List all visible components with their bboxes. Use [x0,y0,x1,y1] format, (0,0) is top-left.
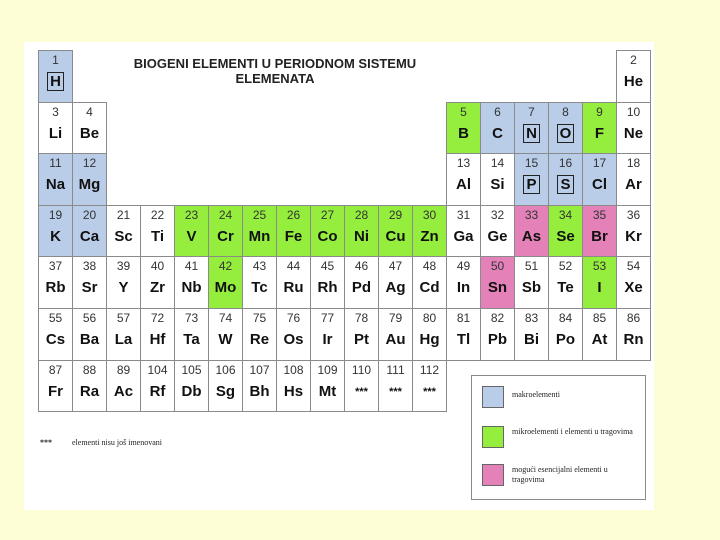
element-cell-9 [582,102,617,155]
atomic-number: 5 [460,104,467,119]
atomic-number: 110 [351,362,372,377]
element-cell-108 [276,360,311,413]
atomic-number: 33 [524,207,539,222]
atomic-number: 29 [388,207,403,222]
element-symbol: Rb [45,279,66,297]
atomic-number: 88 [82,362,97,377]
element-cell-104 [140,360,175,413]
atomic-number: 12 [82,156,97,171]
element-cell-11 [38,153,73,206]
element-symbol: H [39,73,72,91]
element-symbol: Mt [318,382,337,400]
element-cell-39 [106,256,141,309]
element-cell-5 [446,102,481,155]
atomic-number: 3 [52,104,59,119]
atomic-number: 73 [184,311,199,325]
element-cell-2 [616,50,651,103]
atomic-number: 23 [184,207,199,222]
atomic-number: 38 [82,259,97,274]
atomic-number: 48 [422,259,437,274]
periodic-table-sheet [24,42,654,510]
atomic-number: 87 [48,362,63,377]
element-cell-76 [276,308,311,361]
legend [471,375,646,500]
element-symbol: Li [48,124,63,142]
element-cell-43 [242,256,277,309]
element-cell-111 [378,360,413,413]
atomic-number: 49 [456,259,471,274]
element-symbol: Co [317,227,338,245]
element-symbol: B [458,124,469,142]
atomic-number: 20 [82,207,97,222]
element-symbol: Ti [150,227,165,245]
atomic-number: 105 [181,362,202,377]
element-symbol: V [186,227,197,245]
title-line-1: BIOGENI ELEMENTI U PERIODNOM SISTEMU [133,56,417,71]
element-symbol: *** [389,385,402,398]
atomic-number: 56 [82,311,97,325]
element-symbol: Rh [317,279,338,297]
element-symbol: Sg [215,382,236,400]
atomic-number: 25 [252,207,267,222]
footnote-text: elementi nisu još imenovani [72,438,162,447]
atomic-number: 44 [286,259,301,274]
element-cell-33 [514,205,549,258]
atomic-number: 10 [626,104,641,119]
element-cell-28 [344,205,379,258]
element-cell-84 [548,308,583,361]
atomic-number: 72 [150,311,165,325]
element-symbol: Fe [284,227,303,245]
element-cell-14 [480,153,515,206]
element-symbol: Pt [354,331,369,348]
element-cell-109 [310,360,345,413]
element-symbol: Ra [79,382,100,400]
element-symbol: Ba [79,331,100,348]
element-symbol: Cs [45,331,66,348]
atomic-number: 41 [184,259,199,274]
element-symbol: Sn [487,279,508,297]
element-symbol: Cl [592,176,607,194]
element-symbol: Mg [78,176,101,194]
atomic-number: 76 [286,311,301,325]
element-symbol: Te [557,279,574,297]
element-symbol: Pb [487,331,508,348]
element-cell-4 [72,102,107,155]
element-symbol: Al [456,176,471,194]
atomic-number: 45 [320,259,335,274]
footnote-stars: *** [40,438,52,447]
element-cell-3 [38,102,73,155]
element-cell-17 [582,153,617,206]
element-cell-24 [208,205,243,258]
atomic-number: 9 [596,104,603,119]
element-cell-31 [446,205,481,258]
element-cell-13 [446,153,481,206]
element-symbol: Se [556,227,575,245]
element-cell-23 [174,205,209,258]
element-symbol: C [492,124,503,142]
element-cell-78 [344,308,379,361]
atomic-number: 1 [52,53,59,67]
element-cell-7 [514,102,549,155]
title-line-2: ELEMENATA [235,71,315,86]
element-cell-89 [106,360,141,413]
element-cell-81 [446,308,481,361]
atomic-number: 89 [116,362,131,377]
atomic-number: 54 [626,259,641,274]
atomic-number: 34 [558,207,573,222]
element-symbol: Sr [81,279,98,297]
element-cell-18 [616,153,651,206]
element-symbol: Be [79,124,100,142]
atomic-number: 31 [456,207,471,222]
legend-label-macro: makroelementi [512,390,560,399]
atomic-number: 8 [562,104,569,119]
atomic-number: 46 [354,259,369,274]
element-cell-87 [38,360,73,413]
element-cell-88 [72,360,107,413]
element-cell-72 [140,308,175,361]
element-symbol: N [515,125,548,143]
element-symbol: Hg [419,331,440,348]
element-cell-16 [548,153,583,206]
element-symbol: Au [385,331,406,348]
element-cell-56 [72,308,107,361]
element-cell-29 [378,205,413,258]
element-symbol: Mo [214,279,237,297]
atomic-number: 47 [388,259,403,274]
element-cell-21 [106,205,141,258]
element-cell-53 [582,256,617,309]
element-symbol: K [50,227,61,245]
element-cell-41 [174,256,209,309]
element-symbol: Bi [524,331,539,348]
element-cell-79 [378,308,413,361]
atomic-number: 21 [116,207,131,222]
atomic-number: 42 [218,259,233,274]
element-cell-22 [140,205,175,258]
element-symbol: Hf [149,331,166,348]
atomic-number: 74 [218,311,233,325]
legend-label-micro: mikroelementi i elementi u tragovima [512,427,633,436]
element-cell-30 [412,205,447,258]
atomic-number: 83 [524,311,539,325]
atomic-number: 22 [150,207,165,222]
element-symbol: *** [355,385,368,398]
element-cell-73 [174,308,209,361]
element-cell-55 [38,308,73,361]
atomic-number: 52 [558,259,573,274]
element-symbol: Si [490,176,505,194]
element-symbol: Ac [113,382,134,400]
element-symbol: Db [181,382,202,400]
atomic-number: 106 [215,362,236,377]
element-cell-37 [38,256,73,309]
atomic-number: 85 [592,311,607,325]
element-cell-38 [72,256,107,309]
atomic-number: 80 [422,311,437,325]
element-cell-25 [242,205,277,258]
atomic-number: 57 [116,311,131,325]
element-cell-50 [480,256,515,309]
element-symbol: Ne [623,124,644,142]
element-symbol: Mn [248,227,271,245]
element-symbol: Rf [149,382,166,400]
element-symbol: Xe [624,279,643,297]
atomic-number: 50 [490,259,505,274]
atomic-number: 108 [283,362,304,377]
element-symbol: Zr [150,279,165,297]
atomic-number: 26 [286,207,301,222]
atomic-number: 13 [456,156,471,171]
atomic-number: 39 [116,259,131,274]
element-symbol: He [623,73,644,90]
element-symbol: Na [45,176,66,194]
atomic-number: 84 [558,311,573,325]
element-symbol: Tc [251,279,268,297]
atomic-number: 77 [320,311,335,325]
element-symbol: Cd [419,279,440,297]
element-cell-82 [480,308,515,361]
element-symbol: Ni [354,227,369,245]
atomic-number: 30 [422,207,437,222]
atomic-number: 18 [626,156,641,171]
element-cell-107 [242,360,277,413]
element-cell-15 [514,153,549,206]
element-cell-51 [514,256,549,309]
element-symbol: Ca [79,227,100,245]
element-symbol: Cu [385,227,406,245]
atomic-number: 24 [218,207,233,222]
atomic-number: 4 [86,104,93,119]
element-cell-48 [412,256,447,309]
element-cell-34 [548,205,583,258]
element-cell-40 [140,256,175,309]
element-symbol: Re [249,331,270,348]
element-cell-20 [72,205,107,258]
legend-swatch-essential [482,464,504,486]
element-cell-12 [72,153,107,206]
atomic-number: 55 [48,311,63,325]
element-cell-32 [480,205,515,258]
atomic-number: 75 [252,311,267,325]
atomic-number: 78 [354,311,369,325]
atomic-number: 53 [592,259,607,274]
atomic-number: 82 [490,311,505,325]
element-cell-54 [616,256,651,309]
atomic-number: 15 [524,156,539,171]
element-symbol: F [594,124,605,142]
element-cell-1 [38,50,73,103]
atomic-number: 27 [320,207,335,222]
atomic-number: 86 [626,311,641,325]
element-cell-45 [310,256,345,309]
element-symbol: O [549,125,582,143]
element-cell-35 [582,205,617,258]
atomic-number: 28 [354,207,369,222]
element-symbol: Tl [456,331,471,348]
element-symbol: Pd [351,279,372,297]
element-cell-110 [344,360,379,413]
element-cell-83 [514,308,549,361]
element-symbol: Cr [217,227,234,245]
atomic-number: 6 [494,104,501,119]
atomic-number: 40 [150,259,165,274]
element-symbol: Bh [249,382,270,400]
atomic-number: 36 [626,207,641,222]
element-cell-75 [242,308,277,361]
legend-swatch-micro [482,426,504,448]
element-cell-74 [208,308,243,361]
element-cell-52 [548,256,583,309]
element-cell-8 [548,102,583,155]
atomic-number: 111 [386,362,405,377]
element-symbol: Rn [623,331,644,348]
element-symbol: Sb [521,279,542,297]
element-symbol: Y [118,279,129,297]
element-symbol: La [114,331,133,348]
element-cell-6 [480,102,515,155]
element-symbol: Fr [48,382,63,400]
atomic-number: 14 [490,156,505,171]
atomic-number: 17 [592,156,607,171]
element-cell-44 [276,256,311,309]
atomic-number: 19 [48,207,63,222]
element-symbol: In [456,279,471,297]
element-symbol: At [591,331,608,348]
atomic-number: 16 [558,156,573,171]
element-symbol: Ge [487,227,508,245]
element-cell-105 [174,360,209,413]
element-cell-112 [412,360,447,413]
atomic-number: 11 [49,156,62,171]
table-title [120,56,430,86]
atomic-number: 51 [524,259,539,274]
element-symbol: W [218,331,233,348]
element-cell-80 [412,308,447,361]
element-symbol: As [521,227,542,245]
element-symbol: Br [591,227,608,245]
element-symbol: Ru [283,279,304,297]
element-symbol: Ga [453,227,474,245]
element-symbol: P [515,176,548,194]
element-cell-85 [582,308,617,361]
element-cell-47 [378,256,413,309]
element-cell-10 [616,102,651,155]
element-symbol: Hs [283,382,304,400]
atomic-number: 37 [48,259,63,274]
element-cell-27 [310,205,345,258]
element-cell-77 [310,308,345,361]
element-symbol: Sc [114,227,133,245]
atomic-number: 107 [249,362,270,377]
legend-swatch-macro [482,386,504,408]
element-symbol: Ar [625,176,642,194]
element-symbol: Zn [420,227,439,245]
element-symbol: Ag [385,279,406,297]
element-cell-19 [38,205,73,258]
element-cell-57 [106,308,141,361]
element-cell-42 [208,256,243,309]
atomic-number: 2 [630,53,637,67]
atomic-number: 104 [147,362,168,377]
element-symbol: S [549,176,582,194]
element-symbol: Nb [181,279,202,297]
element-symbol: Po [555,331,576,348]
atomic-number: 81 [456,311,471,325]
atomic-number: 112 [419,362,440,377]
element-cell-36 [616,205,651,258]
atomic-number: 79 [388,311,403,325]
element-symbol: Ta [183,331,200,348]
element-cell-86 [616,308,651,361]
element-cell-46 [344,256,379,309]
element-cell-106 [208,360,243,413]
atomic-number: 43 [252,259,267,274]
atomic-number: 35 [592,207,607,222]
legend-label-essential: mogući esencijalni elementi u tragovima [512,465,608,484]
atomic-number: 109 [317,362,338,377]
element-cell-26 [276,205,311,258]
element-symbol: Os [283,331,304,348]
footnote [40,438,162,447]
atomic-number: 32 [490,207,505,222]
element-symbol: Ir [322,331,333,348]
element-symbol: Kr [625,227,642,245]
element-symbol: *** [423,385,436,398]
element-cell-49 [446,256,481,309]
atomic-number: 7 [528,104,535,119]
element-symbol: I [597,279,602,297]
